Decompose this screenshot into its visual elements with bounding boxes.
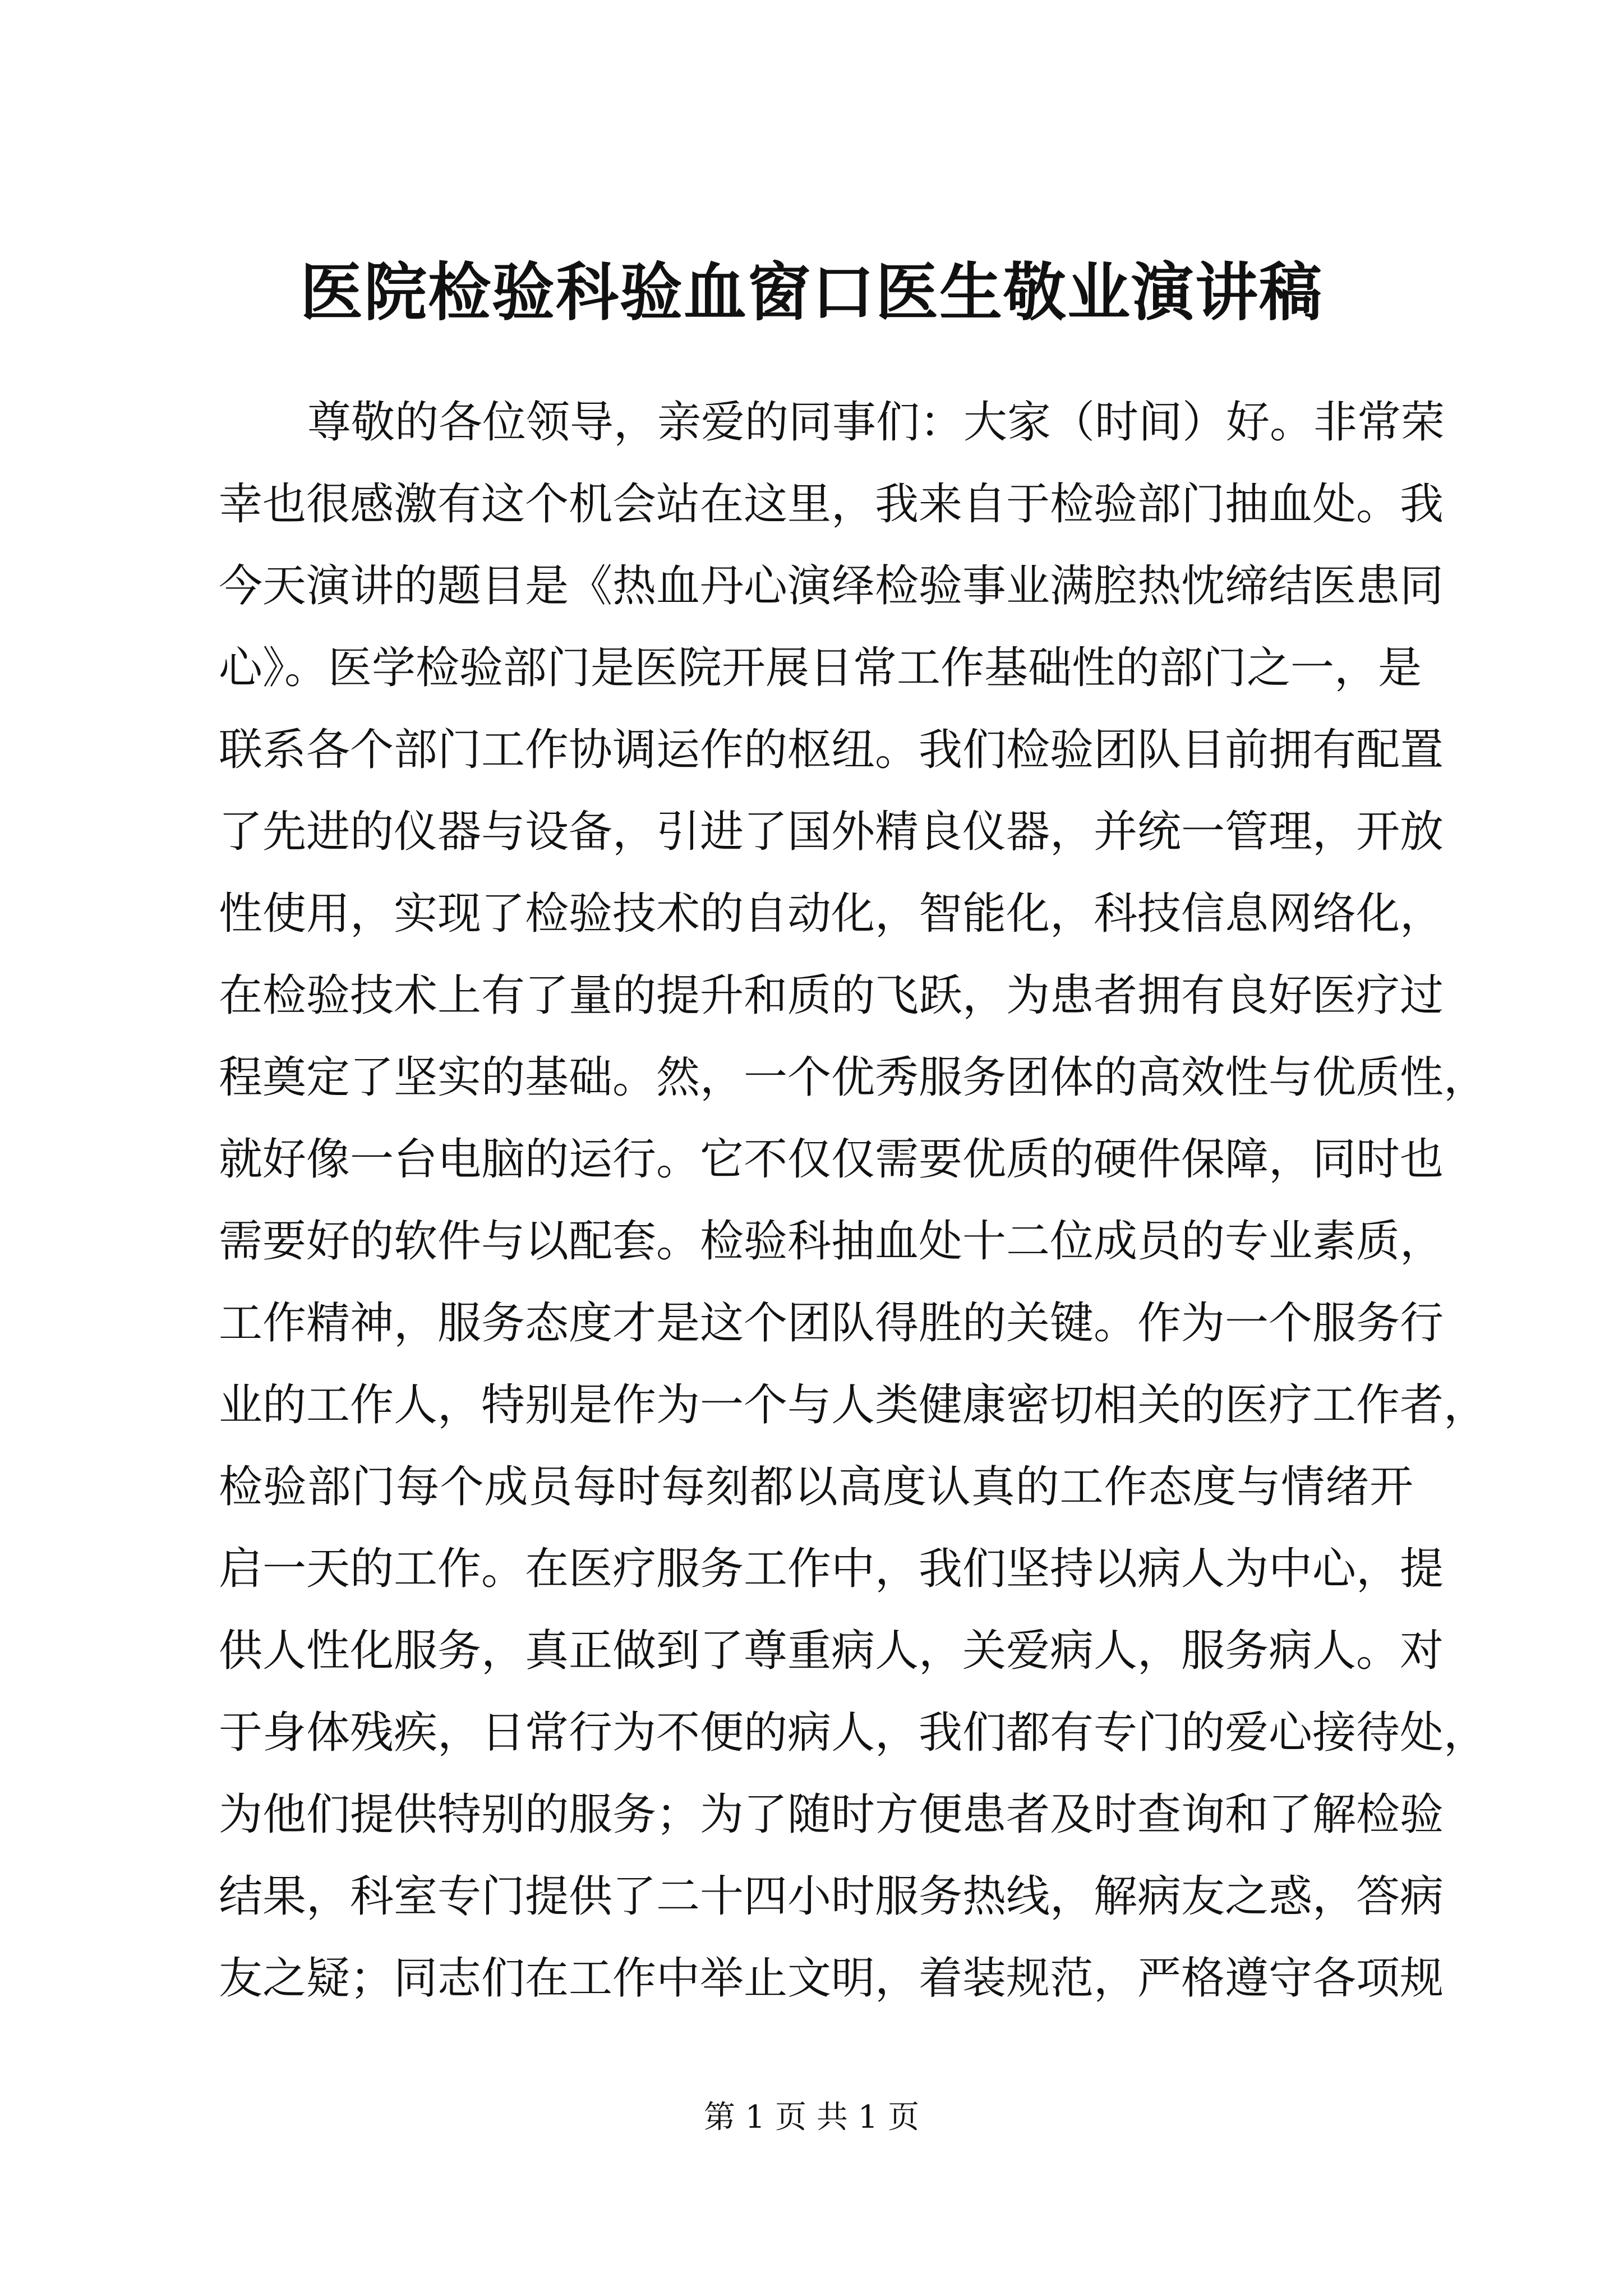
paragraph-line: 启一天的工作。在医疗服务工作中，我们坚持以病人为中心，提 xyxy=(219,1544,1444,1594)
document-title: 医院检验科验血窗口医生敬业演讲稿 xyxy=(300,256,1323,329)
paragraph-line: 了先进的仪器与设备，引进了国外精良仪器，并统一管理，开放 xyxy=(219,807,1444,857)
paragraph-line: 幸也很感激有这个机会站在这里，我来自于检验部门抽血处。我 xyxy=(219,479,1444,530)
paragraph-line: 工作精神，服务态度才是这个团队得胜的关键。作为一个服务行 xyxy=(219,1298,1444,1349)
paragraph-line: 性使用，实现了检验技术的自动化，智能化，科技信息网络化， xyxy=(219,889,1444,939)
document-body xyxy=(219,381,1488,2019)
paragraph-line: 程奠定了坚实的基础。然，一个优秀服务团体的高效性与优质性， xyxy=(219,1052,1488,1103)
paragraph-line: 在检验技术上有了量的提升和质的飞跃，为患者拥有良好医疗过 xyxy=(219,970,1444,1021)
page-footer: 第 1 页 共 1 页 xyxy=(703,2099,920,2136)
paragraph-line: 今天演讲的题目是《热血丹心演绎检验事业满腔热忱缔结医患同 xyxy=(219,561,1444,611)
paragraph-line: 友之疑；同志们在工作中举止文明，着装规范，严格遵守各项规 xyxy=(219,1953,1444,2004)
paragraph-line: 就好像一台电脑的运行。它不仅仅需要优质的硬件保障，同时也 xyxy=(219,1134,1444,1185)
paragraph-line: 检验部门每个成员每时每刻都以高度认真的工作态度与情绪开 xyxy=(219,1462,1413,1512)
paragraph-line: 于身体残疾，日常行为不便的病人，我们都有专门的爱心接待处， xyxy=(219,1708,1488,1758)
paragraph-line: 尊敬的各位领导，亲爱的同事们：大家（时间）好。非常荣 xyxy=(307,397,1445,448)
paragraph-line: 联系各个部门工作协调运作的枢纽。我们检验团队目前拥有配置 xyxy=(219,725,1444,775)
paragraph-line: 结果，科室专门提供了二十四小时服务热线，解病友之惑，答病 xyxy=(219,1871,1444,1922)
paragraph-line: 为他们提供特别的服务；为了随时方便患者及时查询和了解检验 xyxy=(219,1789,1444,1840)
paragraph-line: 心》。医学检验部门是医院开展日常工作基础性的部门之一，是 xyxy=(219,643,1422,693)
paragraph-line: 需要好的软件与以配套。检验科抽血处十二位成员的专业素质， xyxy=(219,1216,1444,1267)
paragraph-line: 供人性化服务，真正做到了尊重病人，关爱病人，服务病人。对 xyxy=(219,1626,1444,1676)
paragraph-line: 业的工作人，特别是作为一个与人类健康密切相关的医疗工作者， xyxy=(219,1380,1488,1430)
